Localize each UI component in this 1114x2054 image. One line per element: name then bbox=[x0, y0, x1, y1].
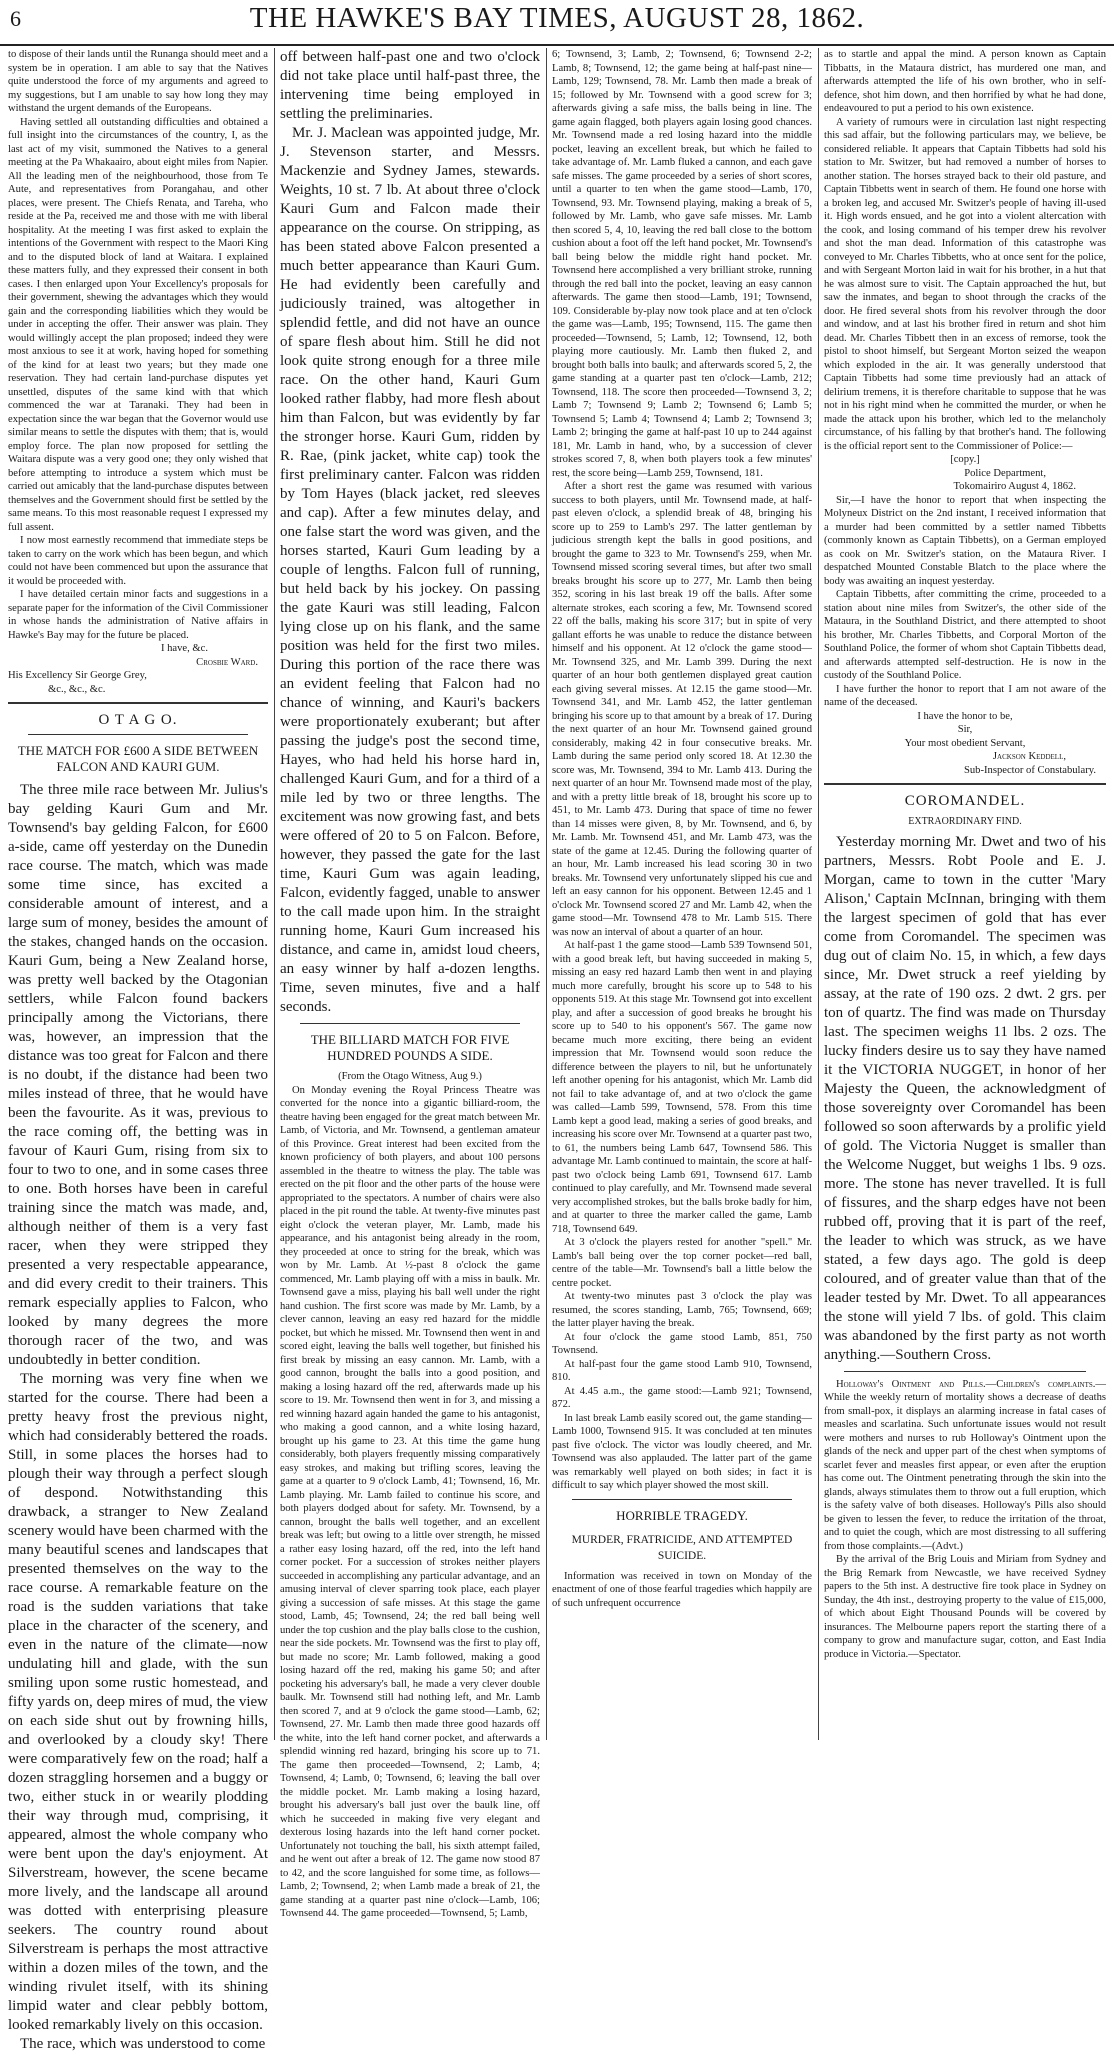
column-rule bbox=[818, 48, 819, 1740]
paragraph: off between half-past one and two o'clock did not take place until half-past three, the intervening time being employed in settling the preliminaries. bbox=[280, 49, 540, 122]
paragraph: The morning was very fine when we started for the course. There had been a pretty heavy frost the previous night, which had considerably bettered the roads. Still, in some places the horses had to plough their way through a perfect slough of despond. Notwithstanding this drawback, a stranger to New Zealand scenery would have been charmed with the many beautiful scenes and landscapes that presented themselves on the way to the race course. A remarkable feature on the road is the sudden variations that take place in the character of the scenery, and even in the nature of the climate—now undulating hill and glade, with the sun smiling upon some rustic homestead, and fifty yards on, deep mires of mud, the view on each side shut out by frowning hills, and overlooked by a cloudy sky! There were comparatively few on the road; half a dozen straggling horsemen and a buggy or two, either stuck in or wearily plodding their way through mud, comprising, it appeared, almost the whole company who were bent upon the day's enjoyment. At Silverstream, however, the scene became more lively, and the landscape all around was dotted with enterprising pleasure seekers. The country round about Silverstream is perhaps the most attractive within a dozen miles of the town, and the winding rivulet itself, with its shining limpid water and clear pebbly bottom, looked remarkably lively on this occasion. bbox=[8, 1371, 268, 2033]
masthead bbox=[0, 0, 1114, 46]
divider bbox=[300, 1023, 520, 1024]
paragraph: The three mile race between Mr. Julius's bay gelding Kauri Gum and Mr. Townsend's bay gelding Falcon, for £600 a-side, came off yesterday on the Dunedin race course. The match, which was made some time since, has excited a considerable amount of interest, and a large sum of money, besides the amount of the stakes, changed hands on the occasion. Kauri Gum, being a New Zealand horse, was pretty well backed by the Otagonian settlers, while Falcon found backers principally among the Victorians, there was, however, an impression that the distance was too great for Falcon and there is no doubt, if the distance had been two miles instead of three, that he would have been the favourite. As it was, previous to the race coming off, the betting was in favour of Kauri Gum, rising from six to four to two to one, and in some cases three to one. Both horses have been in careful training since the match was made, and, although neither of them is a very fast racer, when they were stripped they presented a very respectable appearance, and did every credit to their trainers. This remark especially applies to Falcon, who looked by many degrees the more thorough racer of the two, and was undoubtedly in better condition. bbox=[8, 782, 268, 1368]
paragraph: The race, which was understood to come bbox=[20, 2036, 266, 2052]
column-2 bbox=[280, 48, 540, 1919]
report-signature: Jackson Keddell, bbox=[992, 751, 1066, 762]
paragraph: Having settled all outstanding difficulties and obtained a full insight into the circumstances of the country, I, as the last act of my visit, summoned the Natives to a general meeting at the Pa Whakaairo, about eight miles from Napier. All the leading men of the neighbourhood, those from Te Aute, and representatives from Porangahau, and other places, were present. The Chiefs Renata, and Tareha, who reside at the Pa, received me and those with me with liberal hospitality. At the meeting I was first asked to explain the intentions of the Government with respect to the Maori King and to the disputed block of land at Waitara. I explained these matters fully, and they expressed their consent in both cases. I then enlarged upon Your Excellency's proposals for their government, shewing the advantages which they would gain and the corresponding liabilities which they would be under in accepting the offer. Their answer was plain. They would willingly accept the plan proposed; indeed they were most anxious to see it at work, having hoped for something of the kind for at least two years; but they made one reservation. They had certain land-purchase disputes yet unsettled, disputes of the same kind with that which commenced the war at Taranaki. They had been in expectation since the war began that the Governor would use similar means to settle the disputes with them; that is, would employ force. The plan now proposed for settling the Waitara dispute was a very good one; they only wished that before attempting to introduce a system which must be carried out amicably that the land-purchase disputes between themselves and the Government should first be settled by the same means. To this most reasonable request I expressed my full assent. bbox=[8, 116, 268, 533]
column-rule bbox=[274, 48, 275, 1740]
divider bbox=[572, 1499, 792, 1500]
divider bbox=[28, 734, 248, 735]
article-headline: HORRIBLE TRAGEDY. bbox=[616, 1507, 748, 1523]
paragraph: I have detailed certain minor facts and suggestions in a separate paper for the information of the Civil Commissioner in whose hands the administration of Native affairs in Hawke's Bay may for the future be placed. bbox=[8, 589, 268, 641]
article-headline: COROMANDEL. bbox=[904, 793, 1026, 809]
article-source: (From the Otago Witness, Aug 9.) bbox=[338, 1071, 482, 1082]
paragraph: 6; Townsend, 3; Lamb, 2; Townsend, 6; Townsend 2-2; Lamb, 8; Townsend, 12; the game being at half-past nine—Lamb, 129; Townsend, 78. Mr. Lamb then made a break of 15; followed by Mr. Townsend with a good screw for 3; afterwards giving a safe miss, the balls being in line. The game again flagged, both players again losing good chances. Mr. Townsend made a red losing hazard into the middle pocket, leaving an excellent break, but which he failed to take advantage of. Mr. Lamb fluked a cannon, and each gave safe misses. The game proceeded by a series of short scores, until a quarter to ten when the game stood—Lamb, 170, Townsend, 93. Mr. Townsend playing, making a break of 5, followed by Mr. Lamb, who gave safe misses. Mr. Lamb then scored 5, 4, 10, leaving the red ball close to the bottom cushion about a foot off the left hand pocket, Mr. Townsend's ball being below the middle right hand pocket. Mr. Townsend here accomplished a very brilliant stroke, running through the red ball into the pocket, leaving an easy cannon afterwards. The game then stood—Lamb, 191; Townsend, 109. Considerable by-play now took place and at ten o'clock the game was—Lamb, 195; Townsend, 115. The game then proceeded—Townsend, 5; Lamb, 12; Townsend, 12, both playing more cautiously. Mr. Lamb then fluked 2, and brought both balls into baulk; and afterwards scored 5, 2, the game standing at a quarter past ten o'clock—Lamb, 212; Townsend, 118. The score then proceeded—Townsend 3, 2; Lamb 7; Townsend 9; Lamb 2; Townsend 6; Lamb 5; Townsend 5; Lamb 4; Townsend 4; Lamb 2; Townsend 3; Lamb 2; bringing the game at half-past 10 up to 244 against 181, Mr. Lamb in hand, who, by a succession of clever strokes scored 7, 8, when both players took a few minutes' rest, the score being—Lamb 259, Townsend, 181. bbox=[552, 49, 812, 479]
article-headline: THE MATCH FOR £600 A SIDE BETWEEN FALCON AND KAURI GUM. bbox=[17, 743, 259, 774]
paragraph: By the arrival of the Brig Louis and Miriam from Sydney and the Brig Remark from Newcastle, we have received Sydney papers to the 5th inst. A destructive fire took place in Sydney on Sunday, the 4th inst., destroying property to the value of £15,000, of which about Eight Thousand Pounds will be covered by insurances. The Melbourne papers report the starting there of a company to grow and manufacture sugar, cotton, and East India produce in Victoria.—Spectator. bbox=[824, 1554, 1106, 1660]
paragraph: Yesterday morning Mr. Dwet and two of his partners, Messrs. Robt Poole and E. J. Morgan, came to town in the cutter 'Mary Alison,' Captain McInnan, bringing with them the largest specimen of gold that has ever come from Coromandel. The specimen was dug out of claim No. 15, in which, a few days since, Mr. Dwet struck a reef yielding by assay, at the rate of 190 ozs. 2 dwt. 2 grs. per ton of quartz. The find was made on Thursday last. The specimen weighs 11 lbs. 2 ozs. The lucky finders desire us to say they have named it the VICTORIA NUGGET, in honor of her Majesty the Queen, the acknowledgment of those sovereignty over Coromandel has been followed so soon afterwards by a prolific yield of gold. The Victoria Nugget is smaller than the Welcome Nugget, but weighs 1 lbs. 9 ozs. more. The stone has never travelled. It is full of fissures, and the sharp edges have not been rubbed off, proving that it is part of the reef, the leader to which was struck, as we have stated, a few days ago. The gold is deep coloured, and of greater value than that of the leader tested by Mr. Dwet. To all appearances the stone will yield 7 lbs. of gold. This claim was abandoned by the first party as not worth anything.—Southern Cross. bbox=[824, 833, 1106, 1363]
paragraph: At half-past 1 the game stood—Lamb 539 Townsend 501, with a good break left, but having succeeded in making 5, missing an easy red hazard Lamb then went in and playing much more carefully, brought his score up to 548 to his opponents 519. At this stage Mr. Townsend got into excellent play, and after a succession of good breaks he brought his score up to 540 to his opponent's 567. The game now became much more exciting, there being an evident impression that Mr. Townsend would soon reduce the difference between the players to nil, but he unfortunately left another opening for his antagonist, which Mr. Lamb did not fail to take advantage of, and at two o'clock the game was called—Lamb 599, Townsend, 578. From this time Lamb kept a good lead, making a series of good breaks, and increasing his score over Mr. Townsend at a quarter past two, to 61, the numbers being Lamb 647, Townsend 586. This advantage Mr. Lamb continued to maintain, the score at half-past two o'clock being Lamb 691, Townsend 617. Lamb continued to play carefully, and Mr. Townsend made several very accomplished strokes, but the balls broke badly for him, and at quarter to three the marker called the game, Lamb 718, Townsend 649. bbox=[552, 940, 812, 1235]
section-divider bbox=[8, 702, 268, 704]
paragraph: Information was received in town on Monday of the enactment of one of those fearful tragedies which happily are of such unfrequent occurrence bbox=[552, 1570, 812, 1609]
paragraph: On Monday evening the Royal Princess Theatre was converted for the nonce into a gigantic billiard-room, the theatre having been engaged for the great match between Mr. Lamb, of Victoria, and Mr. Townsend, a gentleman amateur of this Province. Great interest had been excited from the known proficiency of both players, and about 100 persons assembled in the theatre to witness the play. The table was erected on the pit floor and the other parts of the house were appropriated to the spectators. A number of chairs were also placed in the pit round the table. At twenty-five minutes past eight o'clock the veteran player, Mr. Lamb, made his appearance, and his antagonist being already in the room, they proceeded at once to string for the break, which was won by Mr. Lamb. At ½-past 8 o'clock the game commenced, Mr. Lamb playing off with a miss in baulk. Mr. Townsend gave a miss, playing his ball well under the right hand cushion. The first score was made by Mr. Lamb, by a clever cannon, leaving an easy red hazard for the middle pocket, but which he missed. Mr. Townsend then went in and scored eight, leaving the balls well together, but finished his first break by missing an easy cannon. Mr. Lamb, with a good cannon, brought the balls into a good position, and making a losing hazard off the red, afterwards made up his score to 19. Mr. Townsend then went in for 3, and missing a red winning hazard again handed the game to his antagonist, who making a good cannon, and a white losing hazard, brought up his game to 23. At this time the game hung considerably, both players frequently missing comparatively easy strokes, and making but trifling scores, leaving the game at a quarter to 9 o'clock Lamb, 41; Townsend, 16, Mr. Lamb playing. Mr. Lamb failed to continue his score, and both players dodged about for safety. Mr. Townsend, by a cannon, brought the balls well together, and an excellent break was left; but owing to a little over strength, he missed a rather easy losing hazard, off the red, into the left hand corner pocket. For a succession of strokes neither players succeeded in accomplishing any particular advantage, and an amusing interval of clever sparring took place, each player giving a succession of safe misses. At this stage the game stood, Lamb, 45; Townsend, 24; the red ball being well under the top cushion and the play balls close to the cushion, near the side pockets. Mr. Townsend was the first to play off, but made no score; Mr. Lamb followed, making a good losing hazard off the red, making his game 50; and after pocketing his adversary's ball, he made a very clever double baulk. Mr. Townsend still had nothing left, and Mr. Lamb then scored 7, and at 9 o'clock the game stood—Lamb, 62; Townsend, 27. Mr. Lamb then made three good hazards off the white, into the left hand corner pocket, and afterwards a splendid winning red hazard, bringing his score up to 71. The game then proceeded—Townsend, 2; Lamb, 4; Townsend, 4; Lamb, 0; Townsend, 6; leaving the ball over the middle pocket. Mr. Lamb making a losing hazard, brought his adversary's ball just over the baulk line, off which he succeeded in making five very elegant and dexterous losing hazards into the left hand corner pocket. Unfortunately not touching the ball, his sixth attempt failed, and he went out after a break of 12. The game now stood 87 to 42, and the score languished for some time, as follows—Lamb, 2; Townsend, 2; when Lamb made a break of 21, the game standing at a quarter past nine o'clock—Lamb, 106; Townsend 44. The game proceeded—Townsend, 5; Lamb, bbox=[280, 1084, 540, 1919]
report-closing: I have the honor to be, bbox=[917, 710, 1013, 722]
paragraph: as to startle and appal the mind. A person known as Captain Tibbatts, in the Mataura district, has murdered one man, and afterwards attempted the life of his own brother, who in self-defence, shot him down, and then horrified by what he had done, endeavoured to put a period to his own existence. bbox=[824, 49, 1106, 114]
article-subheadline: EXTRAORDINARY FIND. bbox=[908, 816, 1022, 827]
newspaper-title: THE HAWKE'S BAY TIMES, AUGUST 28, 1862. bbox=[249, 2, 865, 34]
advertisement-lead: Holloway's Ointment and Pills.—Children's complaints. bbox=[836, 1378, 1096, 1390]
paragraph: At twenty-two minutes past 3 o'clock the play was resumed, the scores standing, Lamb, 765; Townsend, 669; the latter player having the break. bbox=[552, 1291, 812, 1329]
report-dateline: Tokomairiro August 4, 1862. bbox=[953, 481, 1076, 492]
advertisement bbox=[824, 1378, 1106, 1554]
column-rule bbox=[546, 48, 547, 1740]
letter-addressee: His Excellency Sir George Grey, bbox=[8, 670, 147, 681]
report-closing: Your most obedient Servant, bbox=[904, 737, 1026, 749]
article-headline: THE BILLIARD MATCH FOR FIVE HUNDRED POUNDS A SIDE. bbox=[310, 1032, 510, 1063]
paragraph: A variety of rumours were in circulation last night respecting this sad affair, but the following particulars may, we believe, be considered reliable. It appears that Captain Tibbetts had sold his station to Mr. Switzer, but had removed a number of horses to another station. The horses strayed back to their old pasture, and Captain Tibbetts went in search of them. He found one horse with a broken leg, and accused Mr. Switzer's people of having ill-used it. High words ensued, and he got into a violent altercation with the cook, and losing command of his temper drew his revolver and shot the man dead. Information of this catastrophe was conveyed to Mr. Charles Tibbetts, who at once sent for the police, and with Sergeant Morton laid in wait for his brother, in a hut that he was almost sure to visit. The Captain approached the hut, but saw the inmates, and began to shoot through the cracks of the door. He fired several shots from his revolver through the door and window, and at last his brother fired in return and shot him dead. Mr. Charles Tibbett then in an excess of remorse, took the pistol to shoot himself, but Sergeant Morton seized the weapon which exploded in the air. It was generally understood that Captain Tibbetts had some time previously had an attack of delirium tremens, it is therefore charitable to suppose that he was not in his right mind when he committed the murder, or when he made the attack upon his brother, which led to the melancholy circumstance, of his falling by that brother's hand. The following is the official report sent to the Commissioner of Police:— bbox=[824, 116, 1106, 452]
letter-closing: I have, &c. bbox=[160, 643, 208, 654]
paragraph: I have further the honor to report that I am not aware of the name of the deceased. bbox=[824, 683, 1106, 708]
paragraph: At half-past four the game stood Lamb 910, Townsend, 810. bbox=[552, 1358, 812, 1383]
advertisement-body: —While the weekly return of mortality shows a decrease of deaths from small-pox, it displays an alarming increase in fatal cases of measles and scarlatina. Such unfortunate issues would not result were mothers and nurses to rub Holloway's Ointment upon the glands of the neck and upper part of the chest when symptoms of scarlet fever and measles first appear, or even after the eruption has come out. The Ointment penetrating through the skin into the glands, always stimulates them to throw out a full eruption, which is the safety valve of both diseases. Holloway's Pills also should be given to lessen the fever, to reduce the irritation of the throat, and to quiet the cough, which are most distressing to all suffering from those complaints.—(Advt.) bbox=[824, 1378, 1106, 1552]
paragraph: After a short rest the game was resumed with various success to both players, until Mr. Townsend made, at half-past eleven o'clock, a splendid break of 48, bringing his score up to 259 to Lamb's 297. The latter gentleman by judicious strength kept the balls in good positions, and brought the game to 323 to Mr. Townsend's 259, when Mr. Townsend missed scoring several times, but after two small breaks brought his score up to 277, Mr. Lamb then being 352, scoring in his last break 19 off the balls. After some alternate strokes, each scoring a few, Mr. Townsend scored 22 off the balls, making his score 317; but in spite of very gallant efforts he was unable to reduce the distance between himself and his opponent. At 12 o'clock the game stood—Mr. Townsend 325, and Mr. Lamb 399. During the next quarter of an hour both gentlemen displayed great caution each giving several misses. At 12.15 the game stood—Mr. Townsend 341, and Mr. Lamb 452, the latter gentleman bringing his score up to that amount by a break of 17. During the next quarter of an hour Mr. Townsend gained ground considerably, making 42 in four consecutive breaks. Mr. Lamb during the same period only scored 18. At 12.30 the score was, Mr. Townsend, 394 to Mr. Lamb 413. During the next quarter of an hour Mr. Townsend made most of the play, and with a pretty little break of 18, brought his score up to 451, to Mr. Lamb 473. During that space of time no fewer than 14 misses were given, 8, by Mr. Townsend, and 6, by Mr. Lamb. Mr. Townsend 451, and Mr. Lamb 473, was the state of the game at 12.45. During the following quarter of an hour, Mr. Lamb increased his lead scoring 30 in two breaks. Mr. Townsend very unfortunately slipped his cue and left an easy cannon for his opponent. Between 12.45 and 1 o'clock Mr. Townsend scored 27 and Mr. Lamb 42, when the game stood—Mr. Townsend 478 to Mr. Lamb 515. There was now an interval of about a quarter of an hour. bbox=[552, 481, 812, 938]
paragraph: to dispose of their lands until the Runanga should meet and a system be in operation. I am able to say that the Natives quite understood the force of my arguments and agreed to my suggestions, but I am unable to say how long they may withstand the urgent demands of the Europeans. bbox=[8, 49, 268, 114]
report-signature-title: Sub-Inspector of Constabulary. bbox=[963, 764, 1096, 776]
divider bbox=[844, 1371, 1086, 1372]
column-3 bbox=[552, 48, 812, 1740]
copy-label: [copy.] bbox=[950, 454, 980, 465]
paragraph: Captain Tibbetts, after committing the crime, proceeded to a station about nine miles from Switzer's, the other side of the Mataura, in the Southland District, and there attempted to shoot his brother, Mr. Charles Tibbetts, and Corporal Morton of the Southland Police, the former of whom shot Captain Tibbetts dead, and afterwards attempted self-destruction. He is now in the custody of the Southland Police. bbox=[824, 589, 1106, 681]
paragraph: In last break Lamb easily scored out, the game standing—Lamb 1000, Townsend 915. It was concluded at ten minutes past five o'clock. The victor was loudly cheered, and Mr. Townsend was also applauded. The latter part of the game was remarkably well played on both sides; in fact it is difficult to say which player showed the most skill. bbox=[552, 1412, 812, 1491]
section-divider bbox=[824, 783, 1106, 785]
paragraph: Sir,—I have the honor to report that when inspecting the Molyneux District on the 2nd instant, I received information that a murder had been committed by a settler named Tibbetts (commonly known as Captain Tibbetts), on a German employed as cook on Mr. Switzer's station, on the Mataura River. I despatched Mounted Constable Blatch to the place where the body was awaiting an inquest yesterday. bbox=[824, 494, 1106, 587]
column-4 bbox=[824, 48, 1106, 1740]
paragraph: At four o'clock the game stood Lamb, 851, 750 Townsend. bbox=[552, 1331, 812, 1356]
section-heading-otago: O T A G O. bbox=[98, 712, 178, 728]
report-closing: Sir, bbox=[957, 724, 973, 735]
paragraph: At 3 o'clock the players rested for another "spell." Mr. Lamb's ball being over the top corner pocket—red ball, centre of the table—Mr. Townsend's ball a little below the centre pocket. bbox=[552, 1237, 812, 1289]
column-1 bbox=[8, 48, 268, 2052]
report-department: Police Department, bbox=[964, 467, 1046, 479]
article-subheadline: MURDER, FRATRICIDE, AND ATTEMPTED SUICIDE. bbox=[571, 1533, 793, 1562]
letter-signature: Crosbie Ward. bbox=[196, 656, 258, 668]
paragraph: I now most earnestly recommend that immediate steps be taken to carry on the work which has been begun, and which could not have been commenced but upon the assurance that it would be proceeded with. bbox=[8, 535, 268, 587]
page-number: 6 bbox=[10, 6, 21, 31]
paragraph: At 4.45 a.m., the game stood:—Lamb 921; Townsend, 872. bbox=[552, 1385, 812, 1410]
paragraph: Mr. J. Maclean was appointed judge, Mr. J. Stevenson starter, and Messrs. Mackenzie and Sydney James, stewards. Weights, 10 st. 7 lb. At about three o'clock Kauri Gum and Falcon made their appearance on the course. On stripping, as has been stated above Falcon presented a much better appearance than Kauri Gum. He had evidently been carefully and judiciously trained, was altogether in splendid fettle, and did not have an ounce of spare flesh about him. Still he did not look quite strong enough for a three mile race. On the other hand, Kauri Gum looked rather flabby, had more flesh about him than Falcon, but was evidently by far the stronger horse. Kauri Gum, ridden by R. Rae, (pink jacket, white cap) took the first preliminary canter. Falcon was ridden by Tom Hayes (black jacket, red sleeves and cap). After a few minutes delay, and one false start the word was given, and the horses started, Kauri Gum leading by a couple of lengths. Falcon full of running, but held back by his jockey. On passing the gate Kauri was still leading, Falcon lying close up on his flank, and the same position was held for the first two miles. During this portion of the race there was an evident feeling that Falcon had no chance of winning, and Kauri's backers were proportionately exuberant; but after passing the judge's post the second time, Hayes, who had held his horse hard in, challenged Kauri Gum, and for a third of a mile led by two or three lengths. The excitement was now growing fast, and bets were offered of 20 to 5 on Falcon. Before, however, they passed the gate for the last time, Kauri Gum was again leading, Falcon, evidently fagged, unable to answer to the call made upon him. In the straight running home, Kauri Gum increased his distance, and came in, amidst loud cheers, an easy winner by half a-dozen lengths. Time, seven minutes, five and a half seconds. bbox=[280, 125, 540, 1015]
letter-addressee-etc: &c., &c., &c. bbox=[48, 683, 106, 695]
